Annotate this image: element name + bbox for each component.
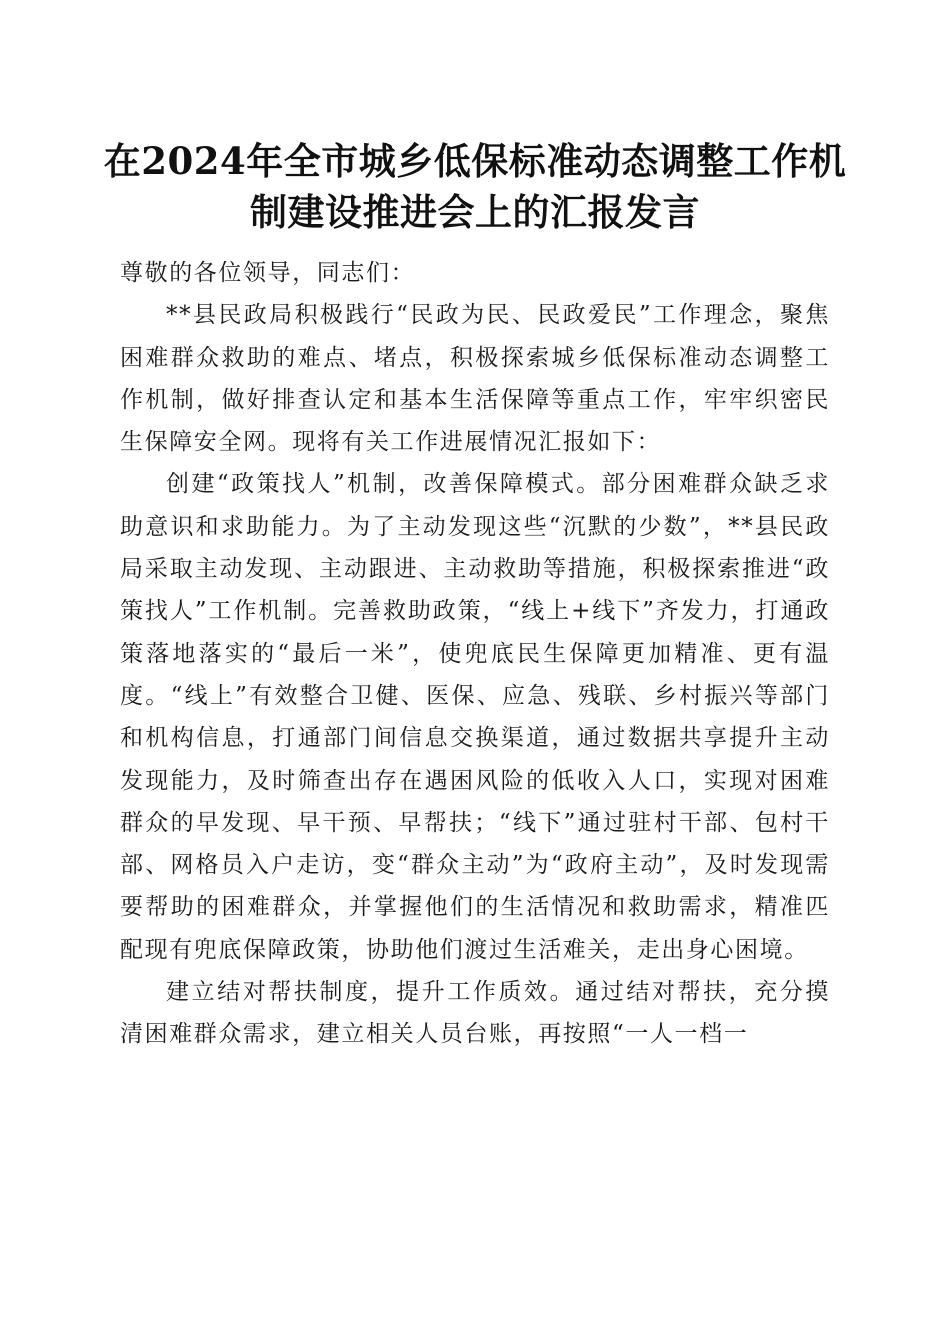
document-body bbox=[120, 252, 830, 1056]
paragraph-intro: **县民政局积极践行“民政为民、民政爱民”工作理念，聚焦困难群众救助的难点、堵点，积极探索城乡低保标准动态调整工作机制，做好排查认定和基本生活保障等重点工作，牢牢织密民生保障安全网。现将有关工作进展情况汇报如下： bbox=[120, 302, 830, 456]
paragraph-policy-finds-people: 创建“政策找人”机制，改善保障模式。部分困难群众缺乏求助意识和求助能力。为了主动发现这些“沉默的少数”，**县民政局采取主动发现、主动跟进、主动救助等措施，积极探索推进“政策找人”工作机制。完善救助政策，“线上+线下”齐发力，打通政策落地落实的“最后一米”，使兜底民生保障更加精准、更有温度。“线上”有效整合卫健、医保、应急、残联、乡村振兴等部门和机构信息，打通部门间信息交换渠道，通过数据共享提升主动发现能力，及时筛查出存在遇困风险的低收入人口，实现对困难群众的早发现、早干预、早帮扶；“线下”通过驻村干部、包村干部、网格员入户走访，变“群众主动”为“政府主动”，及时发现需要帮助的困难群众，并掌握他们的生活情况和救助需求，精准匹配现有兜底保障政策，协助他们渡过生活难关，走出身心困境。 bbox=[120, 471, 830, 963]
salutation: 尊敬的各位领导，同志们： bbox=[120, 260, 416, 286]
paragraph-paired-assistance: 建立结对帮扶制度，提升工作质效。通过结对帮扶，充分摸清困难群众需求，建立相关人员台账，再按照“一人一档一 bbox=[120, 979, 830, 1048]
title-line-2: 制建设推进会上的汇报发言 bbox=[250, 190, 700, 234]
document-title bbox=[100, 136, 850, 238]
title-line-1: 在2024年全市城乡低保标准动态调整工作机 bbox=[103, 139, 847, 183]
